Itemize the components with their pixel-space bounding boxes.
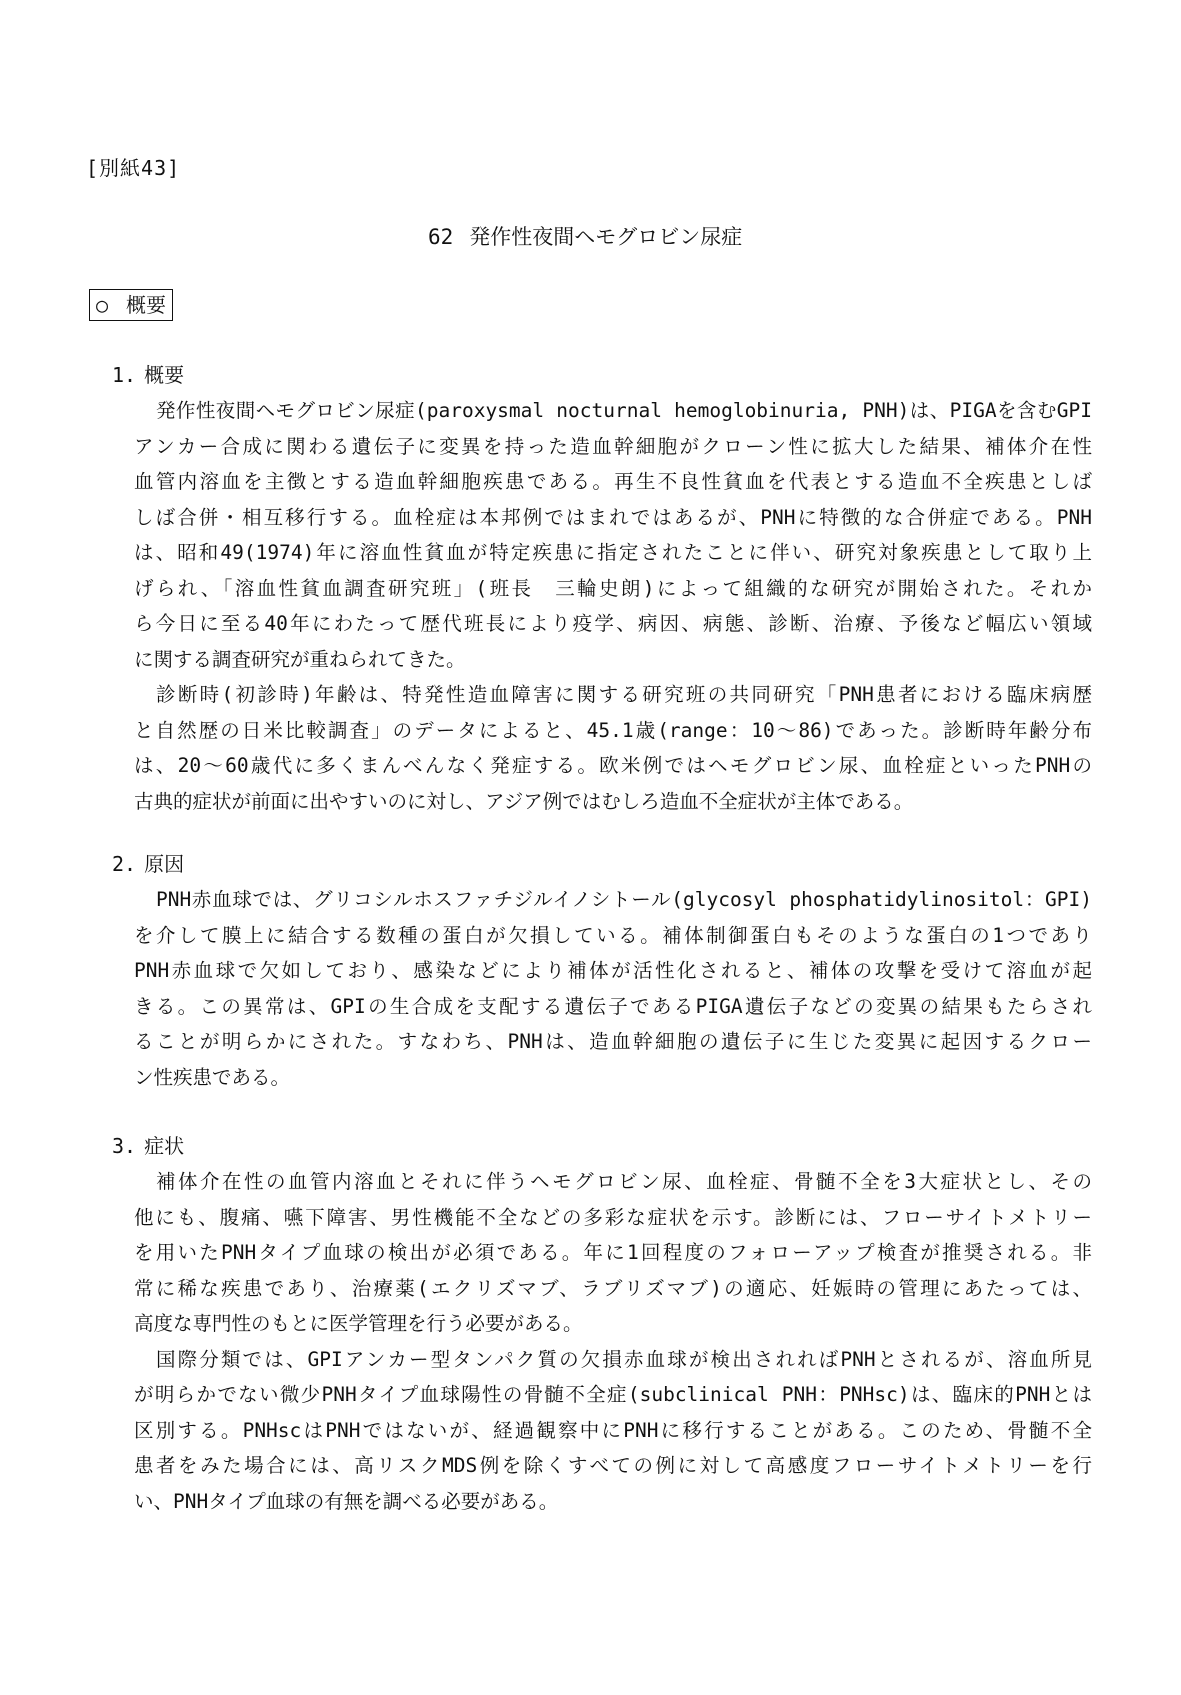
paragraph-line: 区別する。PNHscはPNHではないが、経過観察中にPNHに移行することがある。このため、骨髄不全 <box>134 1418 1092 1442</box>
paragraph-line: しば合併・相互移行する。血栓症は本邦例ではまれではあるが、PNHに特徴的な合併症である。PNH <box>134 505 1092 529</box>
paragraph-line: い、PNHタイプ血球の有無を調べる必要がある。 <box>134 1489 559 1513</box>
paragraph-line: ン性疾患である。 <box>134 1065 291 1089</box>
paragraph-line: 血管内溶血を主徴とする造血幹細胞疾患である。再生不良性貧血を代表とする造血不全疾患としば <box>134 470 1092 493</box>
paragraph-line: に関する調査研究が重ねられてきた。 <box>134 647 466 671</box>
paragraph-line: PNH赤血球では、グリコシルホスファチジルイノシトール(glycosyl phosphatidylinositol：GPI) <box>156 888 1092 911</box>
paragraph-line: 患者をみた場合には、高リスクMDS例を除くすべての例に対して高感度フローサイトメトリーを行 <box>134 1454 1092 1477</box>
paragraph-line: きる。この異常は、GPIの生合成を支配する遺伝子であるPIGA遺伝子などの変異の結果もたらされ <box>134 994 1092 1018</box>
paragraph-line: 高度な専門性のもとに医学管理を行う必要がある。 <box>134 1312 583 1335</box>
paragraph-line: PNH赤血球で欠如しており、感染などにより補体が活性化されると、補体の攻撃を受けて溶血が起 <box>134 959 1092 982</box>
paragraph-line: と自然歴の日米比較調査」のデータによると、45.1歳(range：10〜86)であった。診断時年齢分布 <box>134 718 1092 742</box>
circle-mark-icon: ○ <box>96 293 109 317</box>
paragraph-line: を介して膜上に結合する数種の蛋白が欠損している。補体制御蛋白もそのような蛋白の1つであり <box>134 923 1092 947</box>
section-heading-symptoms <box>112 1132 184 1160</box>
paragraph-line: 他にも、腹痛、嚥下障害、男性機能不全などの多彩な症状を示す。診断には、フローサイトメトリー <box>134 1205 1092 1229</box>
section-number: 3. <box>112 1134 137 1158</box>
paragraph-line: 古典的症状が前面に出やすいのに対し、アジア例ではむしろ造血不全症状が主体である。 <box>134 789 914 813</box>
section-body-symptoms <box>134 1164 1092 1519</box>
section-number: 1. <box>112 363 137 387</box>
page-title <box>428 222 742 252</box>
paragraph-line: ることが明らかにされた。すなわち、PNHは、造血幹細胞の遺伝子に生じた変異に起因するクロー <box>134 1030 1092 1053</box>
paragraph-line: アンカー合成に関わる遺伝子に変異を持った造血幹細胞がクローン性に拡大した結果、補体介在性 <box>134 434 1092 458</box>
attachment-label: [別紙43] <box>86 156 181 180</box>
overview-heading-label: 概要 <box>126 293 167 317</box>
section-heading-overview <box>112 361 184 389</box>
section-heading-text: 概要 <box>144 363 185 387</box>
paragraph-line: 常に稀な疾患であり、治療薬(エクリズマブ、ラブリズマブ)の適応、妊娠時の管理にあたっては、 <box>134 1276 1092 1300</box>
paragraph-line: は、昭和49(1974)年に溶血性貧血が特定疾患に指定されたことに伴い、研究対象疾患として取り上 <box>134 541 1092 564</box>
paragraph-line: 国際分類では、GPIアンカー型タンパク質の欠損赤血球が検出されればPNHとされるが、溶血所見 <box>156 1347 1092 1371</box>
paragraph-line: ら今日に至る40年にわたって歴代班長により疫学、病因、病態、診断、治療、予後など幅広い領域 <box>134 612 1092 635</box>
section-body-overview <box>134 393 1092 819</box>
paragraph-line: げられ、「溶血性貧血調査研究班」(班長 三輪史朗)によって組織的な研究が開始された。それか <box>134 576 1092 600</box>
paragraph-line: 補体介在性の血管内溶血とそれに伴うヘモグロビン尿、血栓症、骨髄不全を3大症状とし、その <box>156 1170 1092 1193</box>
section-number: 2. <box>112 852 137 876</box>
overview-heading-box <box>89 289 173 321</box>
paragraph-line: 発作性夜間ヘモグロビン尿症(paroxysmal nocturnal hemoglobinuria, PNH)は、PIGAを含むGPI <box>156 399 1092 422</box>
section-heading-text: 原因 <box>144 852 185 876</box>
section-heading-cause <box>112 850 184 878</box>
title-number: 62 <box>428 225 454 249</box>
section-body-cause <box>134 882 1092 1095</box>
paragraph-line: が明らかでない微少PNHタイプ血球陽性の骨髄不全症(subclinical PNH：PNHsc)は、臨床的PNHとは <box>134 1383 1092 1406</box>
paragraph-line: は、20〜60歳代に多くまんべんなく発症する。欧米例ではヘモグロビン尿、血栓症といったPNHの <box>134 754 1092 777</box>
paragraph-line: 診断時(初診時)年齢は、特発性造血障害に関する研究班の共同研究「PNH患者における臨床病歴 <box>156 683 1092 706</box>
section-heading-text: 症状 <box>144 1134 185 1158</box>
paragraph-line: を用いたPNHタイプ血球の検出が必須である。年に1回程度のフォローアップ検査が推奨される。非 <box>134 1241 1092 1264</box>
title-text: 発作性夜間ヘモグロビン尿症 <box>469 225 743 249</box>
